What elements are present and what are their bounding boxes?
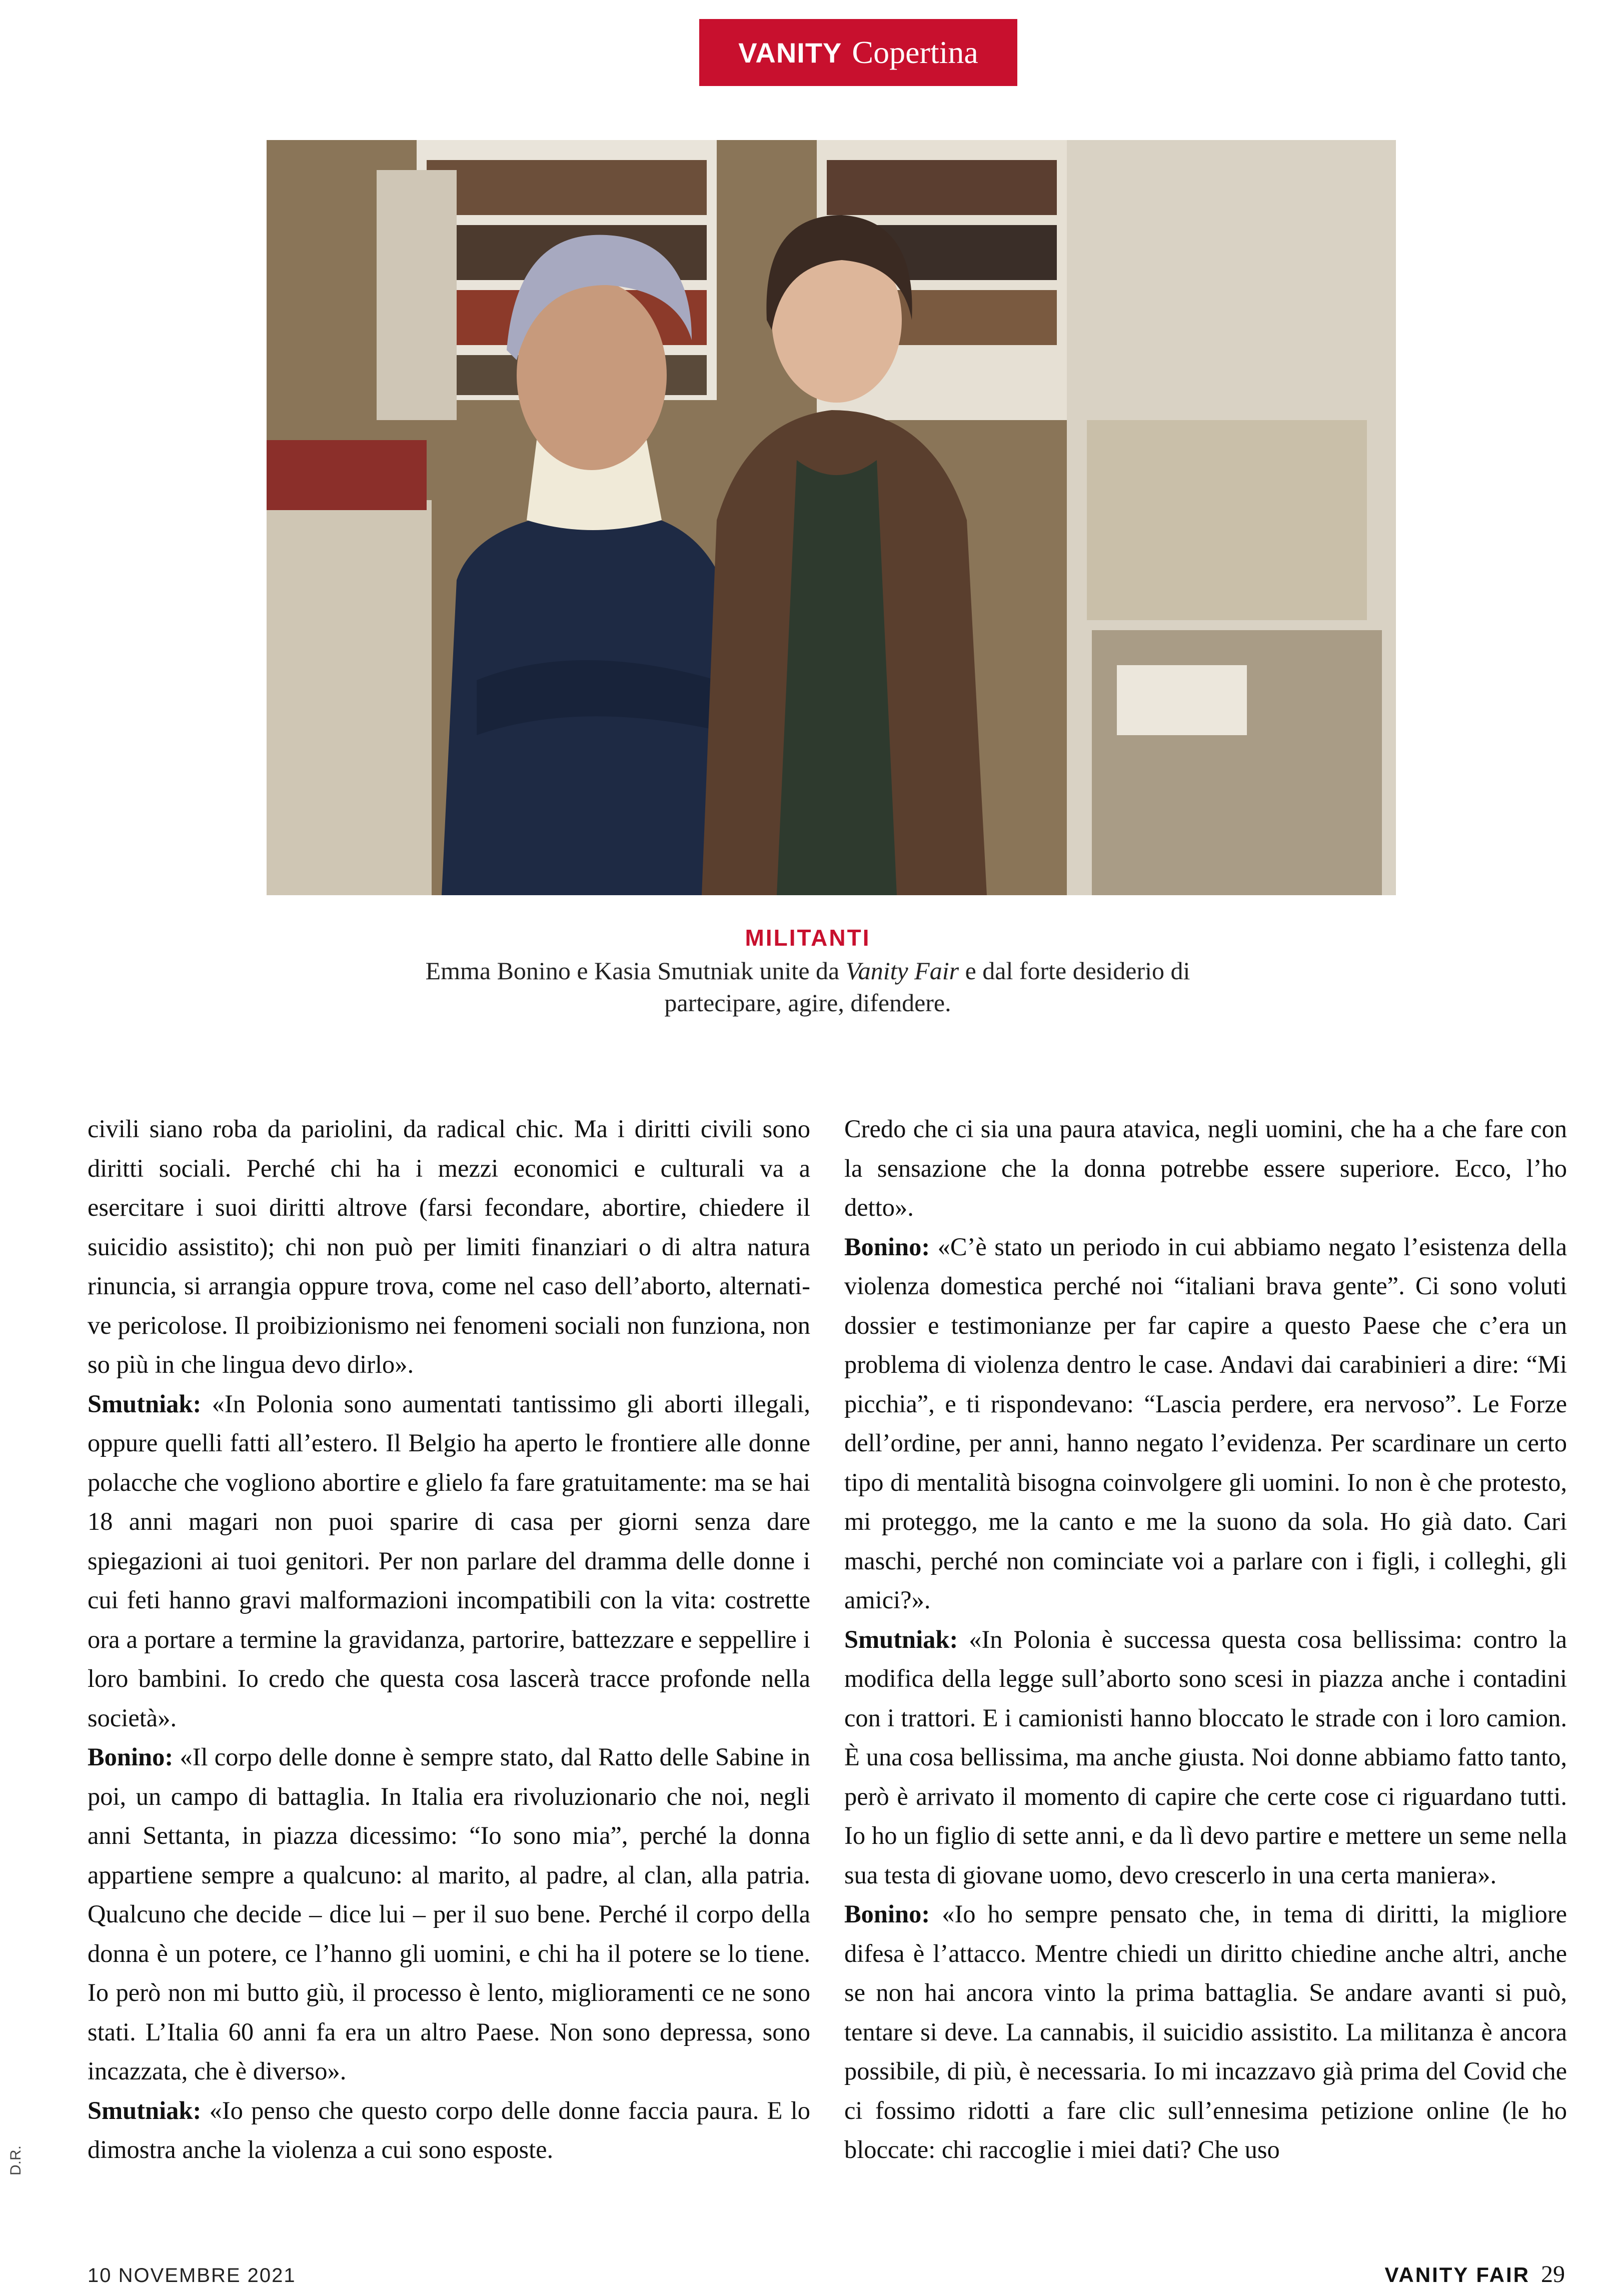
speaker-label: Bonino:: [844, 1900, 930, 1928]
paragraph-text: «Io ho sempre pensato che, in tema di diritti, la migliore difesa è l’attacco. Mentre chiedi un diritto chiedine anche altri, anche se non hai ancora vinto la prima battaglia. Se andare avanti si può, tentare si deve. La cannabis, il suicidio assistito. La militanza è ancora possibile, di più, è necessaria. Io mi incazzavo già prima del Covid che ci fossimo ridotti a fare clic sull’ennesima petizione online (le ho bloccate: chi raccoglie i miei dati? Che uso: [844, 1900, 1567, 2163]
caption-magazine-name: Vanity Fair: [845, 957, 959, 985]
page-footer: [1385, 2260, 1565, 2288]
speaker-label: Smutniak:: [88, 1389, 202, 1418]
photo-icon: [267, 140, 1396, 895]
paragraph-text: «Il corpo delle donne è sempre stato, dal Ratto delle Sabine in poi, un campo di battaglia. In Italia era rivoluzionario che noi, negli anni Settanta, in piazza dicessimo: “Io sono mia”, perché la donna appartiene sempre a qualcuno: al marito, al padre, al clan, alla patria. Qualcuno che decide – dice lui – per il suo bene. Perché il corpo della donna è un potere, ce l’hanno gli uomini, e chi ha il potere se lo tiene. Io però non mi butto giù, il processo è lento, miglioramenti ce ne sono stati. L’Italia 60 anni fa era un altro Paese. Non sono depressa, sono incazzata, che è diverso».: [88, 1743, 810, 2085]
article-paragraph: [88, 2091, 810, 2169]
article-paragraph: [88, 1109, 810, 1384]
paragraph-text: civili siano roba da pariolini, da radical chic. Ma i diritti civili sono diritti sociali. Perché chi ha i mezzi economici e culturali va a esercitare i suoi diritti altrove (farsi fecondare, abortire, chiedere il suicidio assistito); chi non può per limiti finanziari o di altra natura rinuncia, si arrangia oppure trova, come nel caso dell’aborto, alternative pericolose. Il proibizionismo nei fenomeni sociali non funziona, non so più in che lingua devo dirlo».: [88, 1115, 810, 1378]
speaker-label: Smutniak:: [844, 1625, 958, 1653]
caption-label: MILITANTI: [745, 925, 871, 951]
paragraph-text: «C’è stato un periodo in cui abbiamo negato l’esistenza della violenza domestica perché noi “italiani brava gente”. Ci sono voluti dossier e testimonianze per far capire a questo Paese che c’era un problema di violenza dentro le case. Andavi dai carabinieri a dire: “Mi picchia”, e ti rispondevano: “Lascia perdere, era nervoso”. Le Forze dell’ordine, per anni, hanno negato l’evidenza. Per scardinare un certo tipo di mentalità bisogna coinvolgere gli uomini. Io non è che protesto, mi proteggo, me la canto e me la suono da sola. Ho già dato. Cari maschi, perché non cominciate voi a parlare con i figli, i colleghi, gli amici?».: [844, 1232, 1567, 1614]
paragraph-text: «In Polonia è successa questa cosa bellissima: contro la modifica della legge sull’aborto sono scesi in piazza anche i contadini con i trattori. E i camionisti hanno bloccato le strade con i loro camion. È una cosa bellissima, ma anche giusta. Noi donne abbiamo fatto tanto, però è arrivato il momento di capire che certe cose ci riguardano tutti. Io ho un figlio di sette anni, e da lì devo partire e mettere un seme nella sua testa di giovane uomo, devo crescerlo in una certa maniera».: [844, 1625, 1567, 1889]
article-paragraph: [88, 1384, 810, 1738]
article-paragraph: [844, 1227, 1567, 1620]
paragraph-text: Credo che ci sia una paura atavica, negli uomini, che ha a che fare con la sensazione che la donna potrebbe essere superiore. Ecco, l’ho detto».: [844, 1115, 1567, 1221]
paragraph-text: «In Polonia sono aumentati tantissimo gli aborti illegali, oppure quelli fatti all’estero. Il Belgio ha aperto le frontiere alle donne polacche che vogliono abortire e glielo fa fare gratuitamente: ma se hai 18 anni magari non puoi sparire di casa per giorni senza dare spiegazioni ai tuoi genitori. Per non parlare del dramma delle donne i cui feti hanno gravi malformazioni incompatibili con la vita: costrette ora a portare a termine la gravidanza, partorire, battezzare e seppellire i loro bambini. Io credo che questa cosa lascerà tracce profonde nella società».: [88, 1389, 810, 1732]
speaker-label: Smutniak:: [88, 2096, 202, 2124]
speaker-label: Bonino:: [844, 1232, 930, 1261]
caption-text: [378, 955, 1238, 1019]
page-number: 29: [1541, 2261, 1565, 2287]
caption-text-before: Emma Bonino e Kasia Smutniak unite da: [425, 957, 846, 985]
caption-text-after: e dal forte desiderio di partecipare, agire, difendere.: [664, 957, 1190, 1017]
article-column-left: [88, 1109, 810, 2169]
article-paragraph: [88, 1737, 810, 2091]
photo-caption: [300, 923, 1315, 1019]
magazine-name: VANITY FAIR: [1384, 2263, 1530, 2286]
section-brand: VANITY: [738, 37, 842, 69]
section-name: Copertina: [852, 35, 978, 70]
issue-date: 10 NOVEMBRE 2021: [88, 2264, 296, 2286]
paragraph-text: «Io penso che questo corpo delle donne faccia paura. E lo dimostra anche la violenza a cui sono esposte.: [88, 2096, 810, 2163]
photo-credit: D.R.: [8, 2145, 24, 2175]
cover-photo: [267, 140, 1396, 895]
section-tag: [699, 19, 1017, 86]
article-paragraph: [844, 1620, 1567, 1895]
article-paragraph: [844, 1894, 1567, 2169]
article-column-right: [844, 1109, 1567, 2169]
article-paragraph: [844, 1109, 1567, 1227]
speaker-label: Bonino:: [88, 1743, 174, 1771]
